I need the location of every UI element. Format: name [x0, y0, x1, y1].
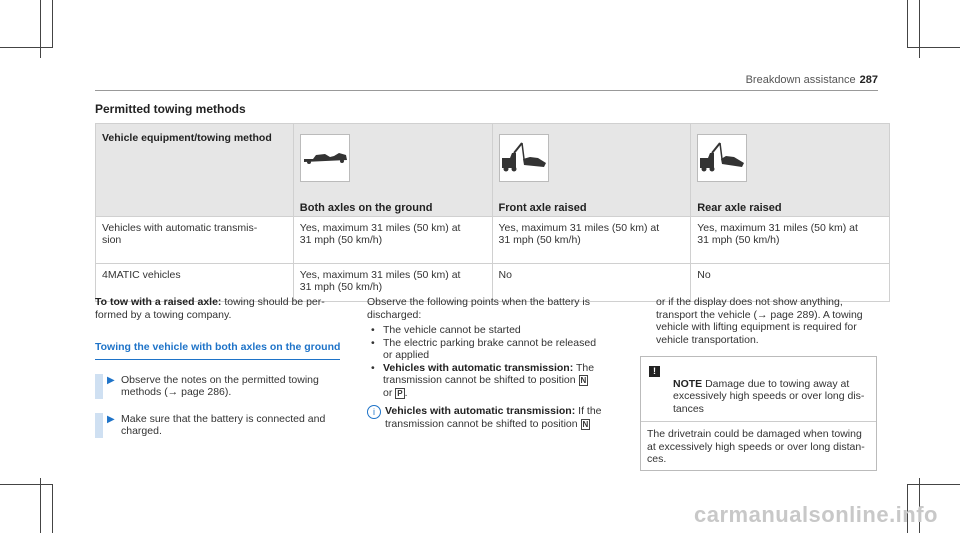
table-cell: No — [691, 264, 890, 302]
crop-mark — [0, 47, 52, 48]
crop-mark — [40, 478, 41, 533]
step-item: ▶ Observe the notes on the permitted towing methods (→ page 286). — [95, 374, 345, 399]
bullet-list — [367, 324, 627, 399]
header-rule — [95, 90, 878, 91]
header-front-raised: Front axle raised — [492, 124, 691, 217]
section-heading: Towing the vehicle with both axles on the ground — [95, 341, 340, 360]
crop-mark — [908, 484, 960, 485]
crop-mark — [0, 484, 52, 485]
battery-intro: Observe the following points when the battery is discharged: — [367, 296, 590, 321]
watermark: carmanualsonline.info — [694, 502, 938, 527]
tow-truck-front-raised-icon — [499, 134, 549, 182]
towing-methods-table — [95, 123, 890, 302]
list-item: • The electric parking brake cannot be released or applied — [367, 337, 627, 362]
note-body: The drivetrain could be damaged when towing at excessively high speeds or over long distan- ces. — [647, 428, 865, 465]
table-cell: Yes, maximum 31 miles (50 km) at 31 mph (50 km/h) — [492, 217, 691, 264]
play-arrow-icon: ▶ — [107, 374, 115, 386]
info-note: i Vehicles with automatic transmission: If the transmission cannot be shifted to position N — [367, 405, 627, 430]
table-row — [96, 217, 890, 264]
header-rear-raised: Rear axle raised — [691, 124, 890, 217]
note-box — [640, 356, 877, 471]
crop-mark — [907, 0, 908, 48]
note-heading: Damage due to towing away at excessively high speeds or over long dis- tances — [673, 377, 865, 415]
list-item: • The vehicle cannot be started — [367, 324, 627, 337]
header-equipment: Vehicle equipment/towing method — [96, 124, 294, 217]
row-label: Vehicles with automatic transmis- sion — [96, 217, 294, 264]
section-title: Breakdown assistance — [745, 74, 856, 86]
tow-raised-axle-text: To tow with a raised axle: towing should be per- formed by a towing company. — [95, 296, 325, 321]
column-right — [640, 296, 890, 471]
gear-n-key: N — [582, 419, 589, 429]
crop-mark — [40, 0, 41, 58]
crop-mark — [919, 0, 920, 58]
transport-text: or if the display does not show anything, transport the vehicle (→ page 289). A towing vehicle with lifting equipment is required for vehicle transportation. — [656, 296, 863, 346]
note-label: NOTE — [673, 377, 703, 390]
row-label: 4MATIC vehicles — [96, 264, 294, 302]
warning-icon: ! — [649, 366, 660, 377]
info-icon: i — [367, 405, 381, 419]
table-cell: No — [492, 264, 691, 302]
crop-mark — [52, 484, 53, 533]
step-item: ▶ Make sure that the battery is connected and charged. — [95, 413, 345, 438]
car-on-ground-icon — [300, 134, 350, 182]
running-header — [746, 74, 878, 86]
gear-n-key: N — [580, 376, 587, 385]
column-left — [95, 296, 345, 438]
header-both-axles: Both axles on the ground — [293, 124, 492, 217]
page-number: 287 — [859, 74, 878, 86]
table-cell: Yes, maximum 31 miles (50 km) at 31 mph (50 km/h) — [691, 217, 890, 264]
page-title: Permitted towing methods — [95, 102, 246, 116]
column-middle — [367, 296, 627, 430]
crop-mark — [52, 0, 53, 48]
crop-mark — [908, 47, 960, 48]
play-arrow-icon: ▶ — [107, 413, 115, 425]
list-item: • Vehicles with automatic transmission: The transmission cannot be shifted to position N or P . — [367, 362, 627, 400]
table-cell: Yes, maximum 31 miles (50 km) at 31 mph (50 km/h) — [293, 217, 492, 264]
tow-truck-rear-raised-icon — [697, 134, 747, 182]
gear-p-key: P — [397, 388, 403, 398]
table-cell: Yes, maximum 31 miles (50 km) at 31 mph (50 km/h) — [293, 264, 492, 302]
